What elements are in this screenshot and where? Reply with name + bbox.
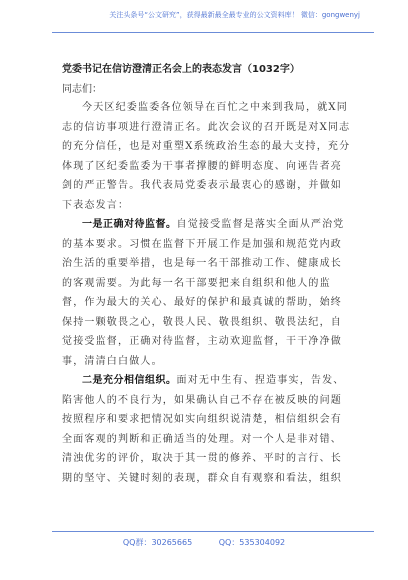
- footer: [0, 537, 408, 548]
- paragraph-trust-organization: [62, 371, 352, 488]
- paragraph-intro: [62, 98, 352, 215]
- section-heading: 一是正确对待监督。: [82, 219, 177, 230]
- footer-divider: [52, 531, 374, 532]
- document-title: 党委书记在信访澄清正名会上的表态发言（1032字）: [62, 64, 300, 75]
- salutation: 同志们：: [62, 84, 102, 95]
- paragraph-supervision: [62, 215, 352, 371]
- header-banner: 关注头条号“公文研究”，获得最新最全最专业的公文资料库！ 微信：gongwenyj: [109, 11, 360, 19]
- footer-qq-group: QQ群：30265665: [122, 538, 193, 547]
- document-body: [62, 98, 352, 488]
- paragraph-text: 自觉接受监督是落实全面从严治党的基本要求。习惯在监督下开展工作是加强和规范党内政治生活的重要举措，也是每一名干部推动工作、健康成长的客观需要。为此每一名干部要把来自组织和他人的监督，作为最大的关心、最好的保护和最真诚的帮助，始终保持一颗敬畏之心，敬畏人民、敬畏组织、敬畏法纪，自觉接受监督，正确对待监督，主动欢迎监督，干干净净做事，清清白白做人。: [62, 219, 345, 367]
- paragraph-text: 今天区纪委监委各位领导在百忙之中来到我局，就X同志的信访事项进行澄清正名。此次会议的召开既是对X同志的充分信任，也是对重塑X系统政治生态的最大支持，充分体现了区纪委监委为干事者撑腰的鲜明态度、向诬告者亮剑的严正警告。我代表局党委表示最衷心的感谢，并做如下表态发言：: [62, 102, 351, 211]
- header-divider: [52, 32, 374, 33]
- section-heading: 二是充分相信组织。: [82, 375, 177, 386]
- footer-qq: QQ：535304092: [218, 538, 286, 547]
- paragraph-text: 面对无中生有、捏造事实，告发、陷害他人的不良行为，如果确认自己不存在被反映的问题按照程序和要求把情况如实向组织说清楚，相信组织会有全面客观的判断和正确适当的处理。对一个人是非对错、清浊优劣的评价，取决于其一贯的修养、平时的言行、长期的坚守、关键时刻的表现，群众自有观察和看法，组织: [62, 375, 345, 484]
